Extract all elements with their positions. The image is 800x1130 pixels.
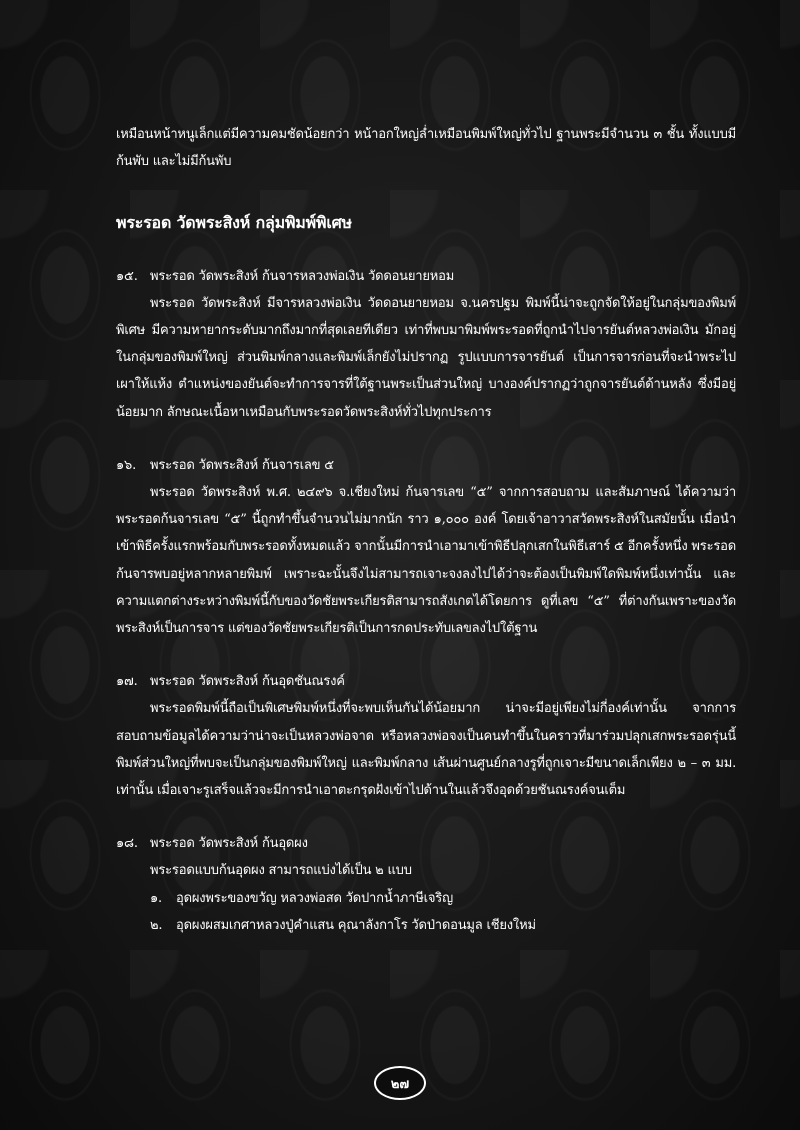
item-title: พระรอด วัดพระสิงห์ ก้นจารหลวงพ่อเงิน วัดดอนยายหอม bbox=[150, 268, 455, 284]
item-title: พระรอด วัดพระสิงห์ ก้นอุดผง bbox=[150, 836, 308, 852]
intro-paragraph: เหมือนหน้าหนูเล็กแต่มีความคมชัดน้อยกว่า หน้าอกใหญ่ล่ำเหมือนพิมพ์ใหญ่ทั่วไป ฐานพระมีจำนวน ๓ ชั้น ทั้งแบบมีก้นพับ และไม่มีก้นพับ bbox=[116, 127, 736, 170]
item-body: พระรอดพิมพ์นี้ถือเป็นพิเศษพิมพ์หนึ่งที่จะพบเห็นกันได้น้อยมาก น่าจะมีอยู่เพียงไม่กี่องค์เท่านั้น จากการสอบถามข้อมูลได้ความว่าน่าจะเป็นหลวงพ่อจาด หรือหลวงพ่อจงเป็นคนทำขึ้นในคราวที่มาร่วมปลุกเสกพระรอดรุ่นนี้ พิมพ์ส่วนใหญ่ที่พบจะเป็นกลุ่มของพิมพ์ใหญ่ และพิมพ์กลาง เส้นผ่านศูนย์กลางรูที่ถูกเจาะมีขนาดเล็กเพียง ๒ – ๓ มม. เท่านั้น เมื่อเจาะรูเสร็จแล้วจะมีการนำเอาตะกรุดฝังเข้าไปด้านในแล้วจึงอุดด้วยชันณรงค์จนเต็ม bbox=[116, 701, 736, 799]
list-item-text: อุดผงผสมเกศาหลวงปู่คำแสน คุณาลังกาโร วัดป่าดอนมูล เชียงใหม่ bbox=[176, 917, 536, 933]
item-number: ๑๗. bbox=[116, 674, 138, 690]
list-item-number: ๒. bbox=[150, 917, 163, 933]
item-body: พระรอด วัดพระสิงห์ พ.ศ. ๒๔๙๖ จ.เชียงใหม่ ก้นจารเลข “๕” จากการสอบถาม และสัมภาษณ์ ได้ความว่าพระรอดก้นจารเลข “๕” นี้ถูกทำขึ้นจำนวนไม่มากนัก ราว ๑,๐๐๐ องค์ โดยเจ้าอาวาสวัดพระสิงห์ในสมัยนั้น เมื่อนำเข้าพิธีครั้งแรกพร้อมกับพระรอดทั้งหมดแล้ว จากนั้นมีการนำเอามาเข้าพิธีปลุกเสกในพิธีเสาร์ ๕ อีกครั้งหนึ่ง พระรอดก้นจารพบอยู่หลากหลายพิมพ์ เพราะฉะนั้นจึงไม่สามารถเจาะจงลงไปได้ว่าจะต้องเป็นพิมพ์ใดพิมพ์หนึ่งเท่านั้น และความแตกต่างระหว่างพิมพ์นี้กับของวัดชัยพระเกียรติสามารถสังเกตได้โดยการ ดูที่เลข “๕” ที่ต่างกันเพราะของวัดพระสิงห์เป็นการจาร แต่ของวัดชัยพระเกียรติเป็นการกดประทับเลขลงไปใต้ฐาน bbox=[116, 485, 736, 637]
item-heading bbox=[116, 830, 736, 857]
item-17 bbox=[116, 668, 736, 804]
list-item-number: ๑. bbox=[150, 890, 162, 906]
sub-list bbox=[116, 885, 736, 939]
item-heading bbox=[116, 263, 736, 290]
item-body: พระรอด วัดพระสิงห์ มีจารหลวงพ่อเงิน วัดดอนยายหอม จ.นครปฐม พิมพ์นี้น่าจะถูกจัดให้อยู่ในกลุ่มของพิมพ์พิเศษ มีความหายากระดับมากถึงมากที่สุดเลยทีเดียว เท่าที่พบมาพิมพ์พระรอดที่ถูกนำไปจารยันต์หลวงพ่อเงิน มักอยู่ในกลุ่มของพิมพ์ใหญ่ ส่วนพิมพ์กลางและพิมพ์เล็กยังไม่ปรากฏ รูปแบบการจารยันต์ เป็นการจารก่อนที่จะนำพระไปเผาให้แห้ง ตำแหน่งของยันต์จะทำการจารที่ใต้ฐานพระเป็นส่วนใหญ่ บางองค์ปรากฏว่าถูกจารยันต์ด้านหลัง ซึ่งมีอยู่น้อยมาก ลักษณะเนื้อหาเหมือนกับพระรอดวัดพระสิงห์ทั่วไปทุกประการ bbox=[116, 295, 736, 420]
list-item-text: อุดผงพระของขวัญ หลวงพ่อสด วัดปากน้ำภาษีเจริญ bbox=[176, 890, 453, 906]
list-item bbox=[116, 885, 736, 912]
page-number: ๒๗ bbox=[374, 1066, 426, 1100]
item-16 bbox=[116, 452, 736, 642]
item-body: พระรอดแบบก้นอุดผง สามารถแบ่งได้เป็น ๒ แบบ bbox=[150, 863, 412, 879]
item-heading bbox=[116, 668, 736, 695]
item-title: พระรอด วัดพระสิงห์ ก้นอุดชันณรงค์ bbox=[150, 674, 345, 690]
item-number: ๑๘. bbox=[116, 836, 138, 852]
item-title: พระรอด วัดพระสิงห์ ก้นจารเลข ๕ bbox=[150, 457, 334, 473]
list-item bbox=[116, 912, 736, 939]
item-number: ๑๕. bbox=[116, 268, 138, 284]
item-15 bbox=[116, 263, 736, 426]
page-content bbox=[116, 121, 736, 939]
item-18 bbox=[116, 830, 736, 939]
item-heading bbox=[116, 452, 736, 479]
section-title: พระรอด วัดพระสิงห์ กลุ่มพิมพ์พิเศษ bbox=[116, 213, 352, 233]
item-number: ๑๖. bbox=[116, 457, 137, 473]
